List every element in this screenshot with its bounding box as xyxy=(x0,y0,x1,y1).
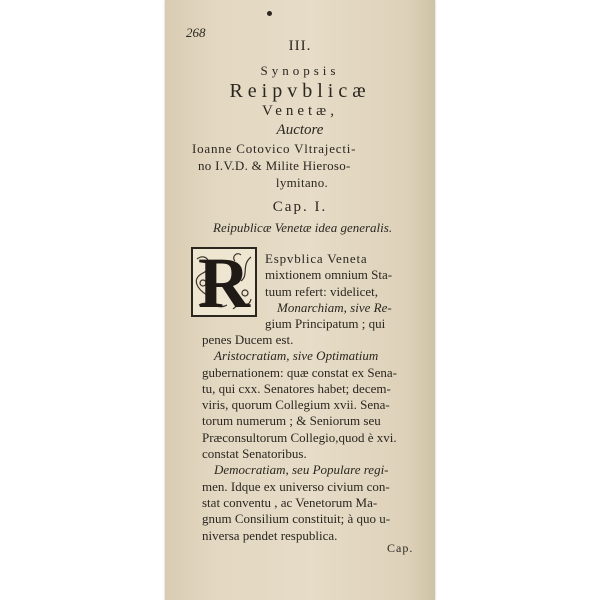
body-line: penes Ducem est. xyxy=(202,332,294,347)
author-line: Ioanne Cotovico Vltrajecti- xyxy=(192,141,357,156)
body-paragraph-narrow xyxy=(265,251,392,332)
heading-synopsis: Synopsis xyxy=(260,63,340,78)
chapter-heading: Cap. I. xyxy=(272,199,328,215)
author-block xyxy=(192,140,412,191)
section-number: III. xyxy=(288,38,312,54)
body-line: mixtionem omnium Sta- xyxy=(265,267,393,283)
initial-letter: R xyxy=(198,247,250,317)
heading-title-line2: Venetæ, xyxy=(262,103,338,119)
body-line: torum numerum ; & Seniorum seu xyxy=(202,413,381,429)
body-line-text: Democratiam, seu Populare regi- xyxy=(214,462,389,478)
chapter-title: Reipublicæ Venetæ idea generalis. xyxy=(213,220,393,235)
book-page xyxy=(165,0,435,600)
catchword: Cap. xyxy=(387,541,414,555)
body-line: niversa pendet respublica. xyxy=(202,527,338,543)
body-line: Præconsultorum Collegio,quod è xvi. xyxy=(202,429,397,445)
body-line: viris, quorum Collegium xvii. Sena- xyxy=(202,397,390,413)
heading-title-line1: Reipvblicæ xyxy=(229,80,371,102)
body-line: Espvblica Veneta xyxy=(265,251,368,266)
body-line: gubernationem: quæ constat ex Sena- xyxy=(202,364,397,380)
body-line: men. Idque ex universo civium con- xyxy=(202,478,390,494)
body-line: stat conventu , ac Venetorum Ma- xyxy=(202,494,378,510)
author-line: lymitano. xyxy=(275,175,329,190)
body-line-text: Monarchiam, sive Re- xyxy=(277,299,392,315)
body-line xyxy=(202,348,397,364)
body-line xyxy=(265,300,392,316)
body-line xyxy=(202,462,397,478)
body-line: gium Principatum ; qui xyxy=(265,316,386,332)
body-line: tuum refert: videlicet, xyxy=(265,283,378,299)
page-number: 268 xyxy=(186,25,206,40)
decorated-initial xyxy=(191,247,257,317)
body-line-text: Aristocratiam, sive Optimatium xyxy=(214,348,379,364)
author-line: no I.V.D. & Milite Hieroso- xyxy=(198,158,351,173)
body-paragraph-wide xyxy=(202,332,397,544)
body-line: gnum Consilium constituit; à quo u- xyxy=(202,511,391,527)
body-line: constat Senatoribus. xyxy=(202,446,307,462)
body-line: tu, qui cxx. Senatores habet; decem- xyxy=(202,380,391,396)
page-dot-mark xyxy=(267,11,272,16)
heading-auctore: Auctore xyxy=(276,122,324,138)
